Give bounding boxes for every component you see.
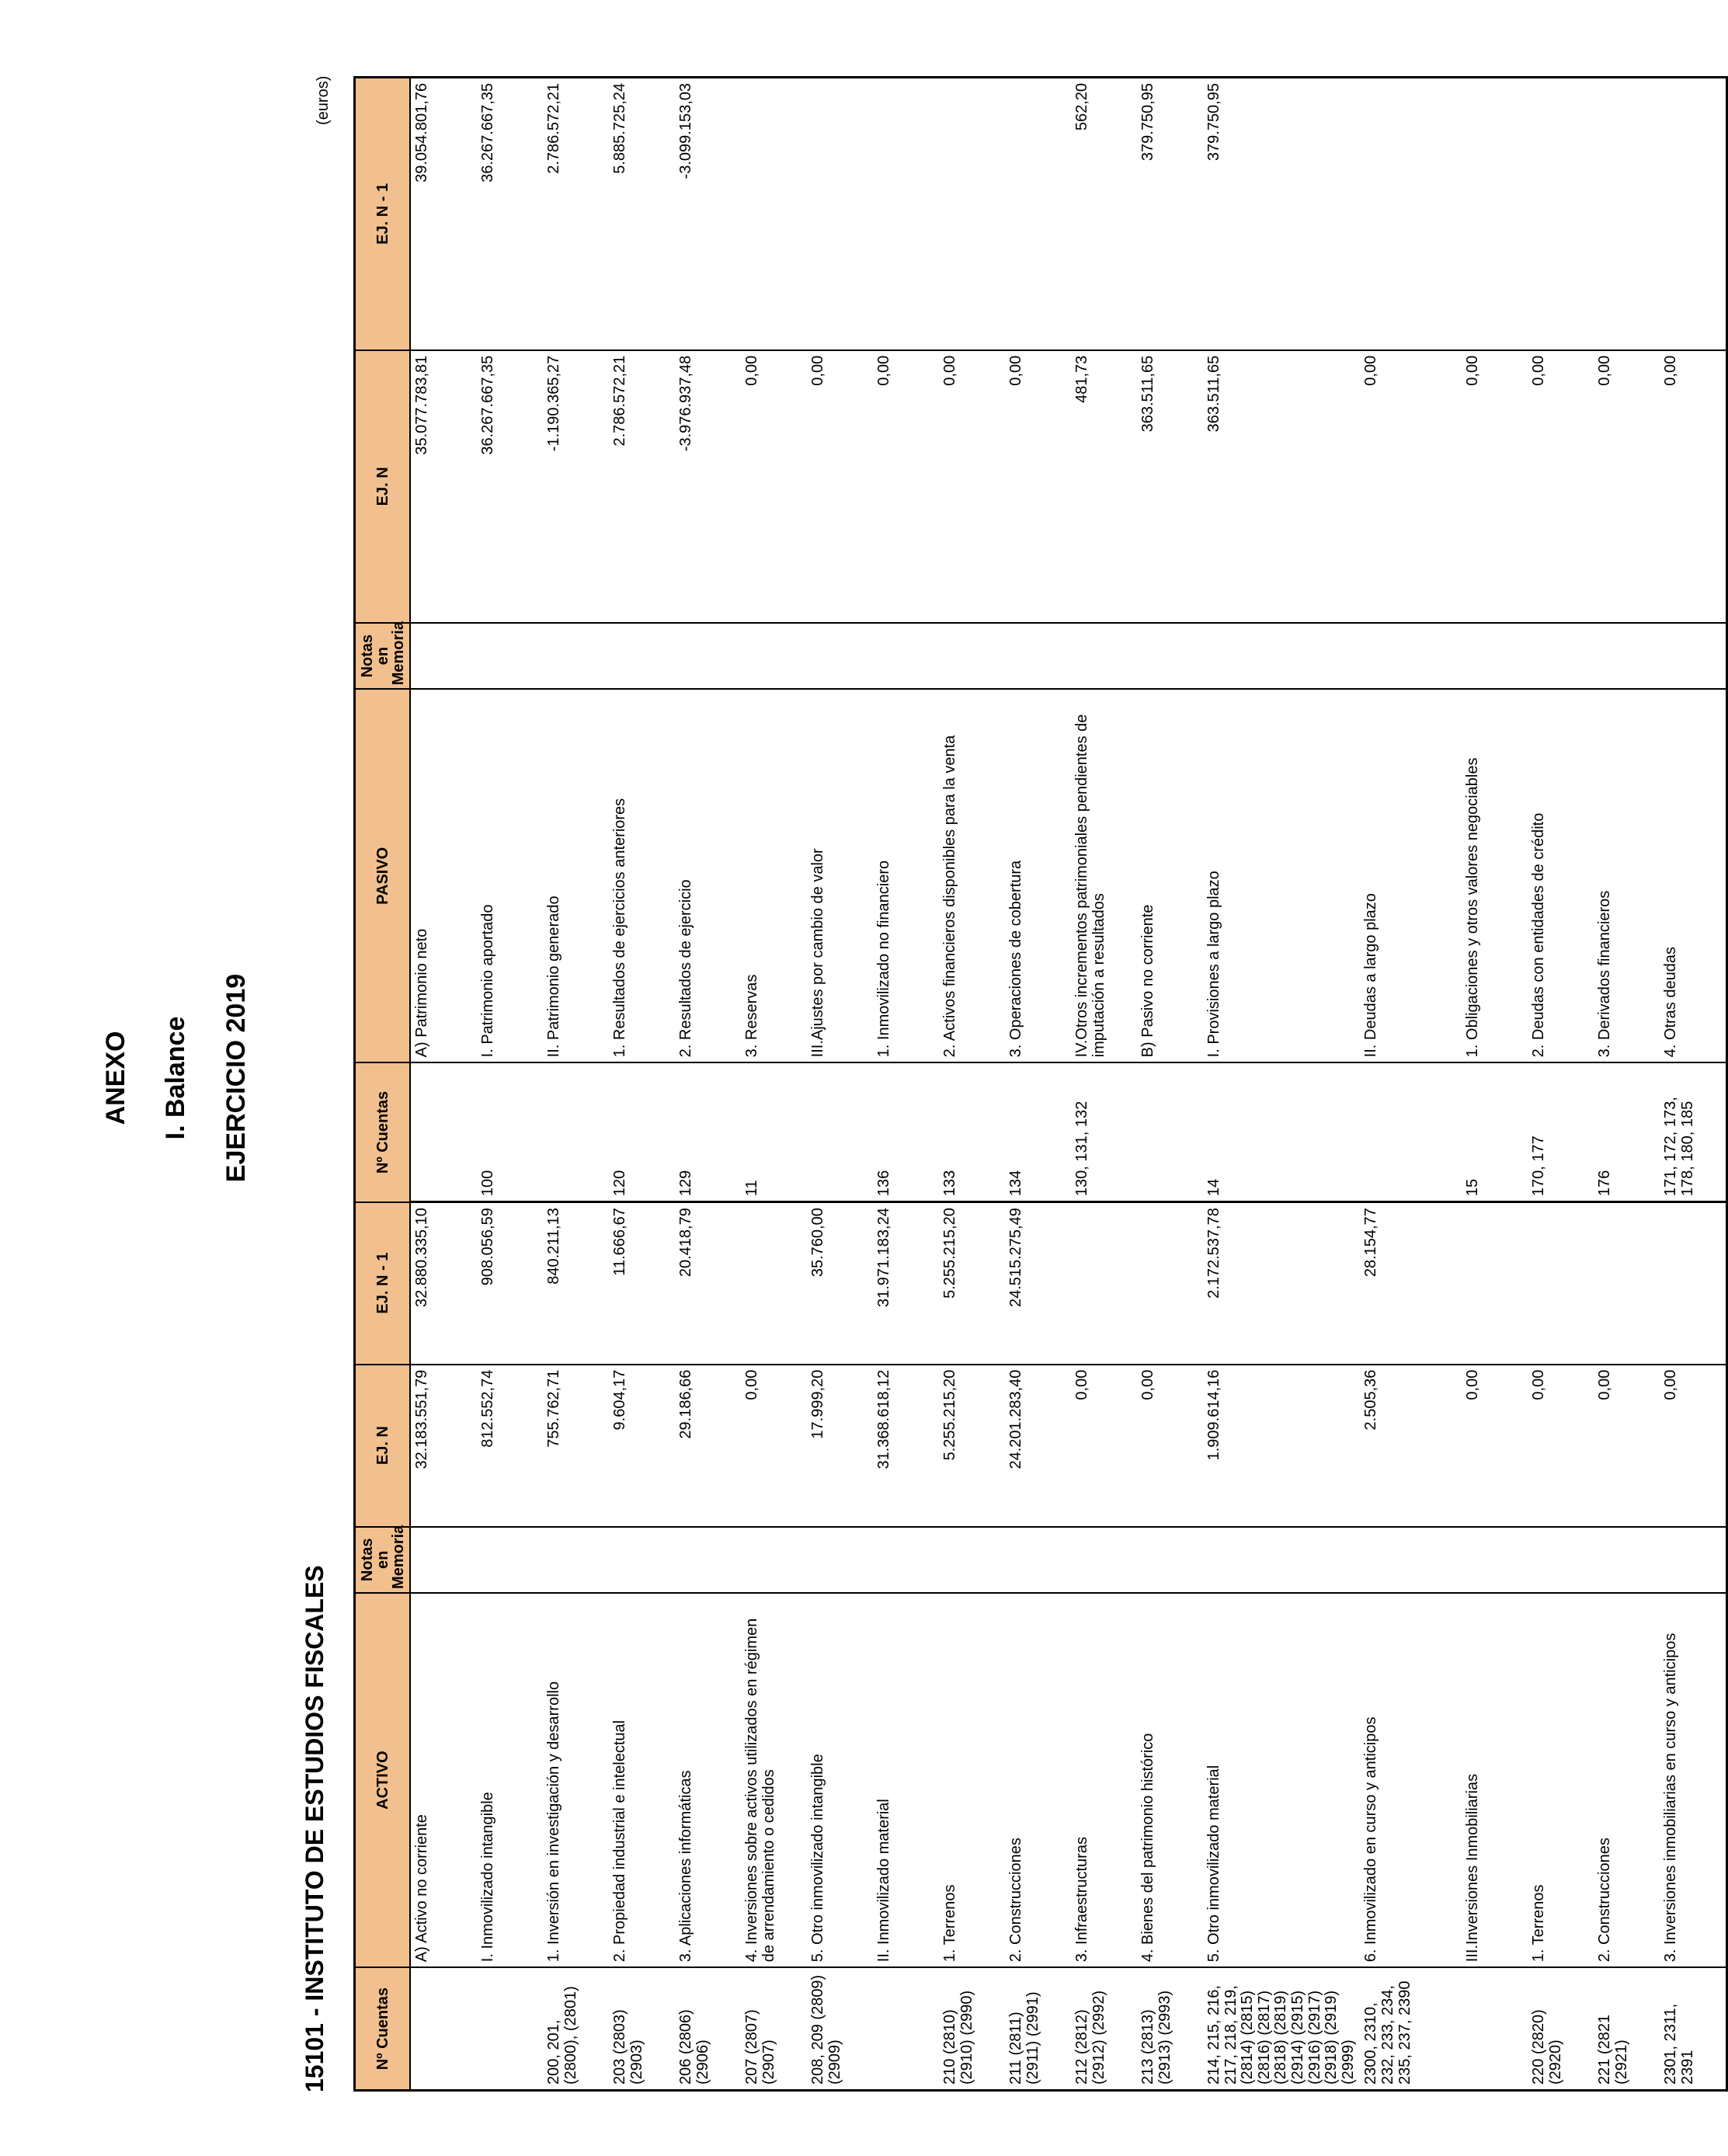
pasivo-ej-n: 0,00: [1360, 350, 1462, 623]
activo-ej-n: 0,00: [1071, 1365, 1137, 1527]
table-row: [543, 78, 609, 2091]
activo-account-codes: 214, 215, 216, 217, 218, 219, (2814) (2815) (2816) (2817) (2818) (2819) (2914) (2915) (2916) (2917) (2918) (2919) (2999): [1203, 1967, 1360, 2090]
pasivo-ej-n: 0,00: [741, 350, 807, 623]
activo-account-codes: 211 (2811) (2911) (2991): [1005, 1967, 1071, 2090]
table-row: [873, 78, 939, 2091]
pasivo-notes: [1360, 623, 1462, 689]
table-row: [1462, 78, 1528, 2091]
pasivo-account-codes: 170, 177: [1528, 1062, 1594, 1201]
pasivo-account-codes: 133: [939, 1062, 1005, 1201]
activo-notes: [609, 1527, 675, 1593]
pasivo-concept: 3. Operaciones de cobertura: [1005, 689, 1071, 1062]
activo-notes: [410, 1527, 477, 1593]
pasivo-notes: [1137, 623, 1203, 689]
activo-concept: 3. Inversiones inmobiliarias en curso y anticipos: [1660, 1593, 1727, 1967]
col-header-pasivo-notes: Notas en Memoria: [355, 623, 411, 689]
pasivo-account-codes: 134: [1005, 1062, 1071, 1201]
table-row: [1360, 78, 1462, 2091]
pasivo-notes: [410, 623, 477, 689]
pasivo-notes: [1071, 623, 1137, 689]
activo-ej-n: 17.999,20: [807, 1365, 873, 1527]
pasivo-ej-n1: -3.099.153,03: [675, 78, 741, 350]
activo-concept: 2. Construcciones: [1005, 1593, 1071, 1967]
pasivo-ej-n: 0,00: [1594, 350, 1660, 623]
pasivo-concept: 2. Activos financieros disponibles para la venta: [939, 689, 1005, 1062]
table-row: [741, 78, 807, 2091]
pasivo-concept: B) Pasivo no corriente: [1137, 689, 1203, 1062]
pasivo-account-codes: 171, 172, 173, 178, 180, 185: [1660, 1062, 1727, 1201]
col-header-activo-ej-n1: EJ. N - 1: [355, 1202, 411, 1365]
activo-concept: 6. Inmovilizado en curso y anticipos: [1360, 1593, 1462, 1967]
activo-concept: 5. Otro inmovilizado intangible: [807, 1593, 873, 1967]
pasivo-concept: 3. Reservas: [741, 689, 807, 1062]
activo-ej-n: 0,00: [1137, 1365, 1203, 1527]
col-header-activo-accounts: Nº Cuentas: [355, 1967, 411, 2090]
activo-account-codes: 210 (2810) (2910) (2990): [939, 1967, 1005, 2090]
pasivo-account-codes: [410, 1062, 477, 1201]
pasivo-ej-n1: 379.750,95: [1137, 78, 1203, 350]
pasivo-account-codes: 11: [741, 1062, 807, 1201]
activo-ej-n1: [1137, 1202, 1203, 1365]
year-title: EJERCICIO 2019: [221, 973, 251, 1183]
pasivo-concept: 1. Inmovilizado no financiero: [873, 689, 939, 1062]
activo-account-codes: 203 (2803) (2903): [609, 1967, 675, 2090]
activo-ej-n: 2.505,36: [1360, 1365, 1462, 1527]
pasivo-notes: [543, 623, 609, 689]
activo-notes: [1203, 1527, 1360, 1593]
pasivo-ej-n: 481,73: [1071, 350, 1137, 623]
activo-notes: [675, 1527, 741, 1593]
pasivo-notes: [873, 623, 939, 689]
activo-concept: III.Inversiones Inmobiliarias: [1462, 1593, 1528, 1967]
activo-notes: [939, 1527, 1005, 1593]
pasivo-concept: I. Provisiones a largo plazo: [1203, 689, 1360, 1062]
table-row: [1594, 78, 1660, 2091]
annex-title: ANEXO: [101, 1031, 130, 1125]
activo-notes: [543, 1527, 609, 1593]
pasivo-ej-n1: [1360, 78, 1462, 350]
pasivo-ej-n1: [939, 78, 1005, 350]
pasivo-notes: [807, 623, 873, 689]
pasivo-concept: II. Deudas a largo plazo: [1360, 689, 1462, 1062]
pasivo-ej-n: 363.511,65: [1137, 350, 1203, 623]
activo-ej-n1: 2.172.537,78: [1203, 1202, 1360, 1365]
table-row: [1660, 78, 1727, 2091]
pasivo-account-codes: [1360, 1062, 1462, 1201]
pasivo-ej-n: 2.786.572,21: [609, 350, 675, 623]
table-body: [410, 78, 1727, 2091]
activo-concept: 1. Terrenos: [1528, 1593, 1594, 1967]
pasivo-ej-n: 0,00: [807, 350, 873, 623]
pasivo-ej-n1: 39.054.801,76: [410, 78, 477, 350]
activo-notes: [1528, 1527, 1594, 1593]
activo-account-codes: 208, 209 (2809) (2909): [807, 1967, 873, 2090]
activo-ej-n1: [1660, 1202, 1727, 1365]
col-header-pasivo-ej-n: EJ. N: [355, 350, 411, 623]
activo-ej-n: 812.552,74: [477, 1365, 543, 1527]
activo-concept: 1. Terrenos: [939, 1593, 1005, 1967]
activo-notes: [807, 1527, 873, 1593]
pasivo-notes: [939, 623, 1005, 689]
pasivo-ej-n1: 2.786.572,21: [543, 78, 609, 350]
activo-account-codes: 220 (2820) (2920): [1528, 1967, 1594, 2090]
table-row: [1528, 78, 1594, 2091]
col-header-pasivo-accounts: Nº Cuentas: [355, 1062, 411, 1201]
activo-concept: 2. Construcciones: [1594, 1593, 1660, 1967]
activo-notes: [1005, 1527, 1071, 1593]
activo-concept: 1. Inversión en investigación y desarrollo: [543, 1593, 609, 1967]
pasivo-notes: [1005, 623, 1071, 689]
table-row: [609, 78, 675, 2091]
table-row: [807, 78, 873, 2091]
section-title: I. Balance: [161, 1016, 190, 1140]
activo-ej-n1: [1594, 1202, 1660, 1365]
pasivo-ej-n: 363.511,65: [1203, 350, 1360, 623]
pasivo-account-codes: [543, 1062, 609, 1201]
header-row: [355, 78, 411, 2091]
pasivo-ej-n1: [1594, 78, 1660, 350]
pasivo-ej-n1: [1462, 78, 1528, 350]
activo-notes: [1071, 1527, 1137, 1593]
activo-notes: [873, 1527, 939, 1593]
activo-account-codes: 221 (2821 (2921): [1594, 1967, 1660, 2090]
table-row: [1203, 78, 1360, 2091]
pasivo-ej-n: 0,00: [873, 350, 939, 623]
pasivo-ej-n1: [1660, 78, 1727, 350]
activo-concept: 4. Inversiones sobre activos utilizados en régimen de arrendamiento o cedidos: [741, 1593, 807, 1967]
activo-account-codes: 200, 201, (2800), (2801): [543, 1967, 609, 2090]
pasivo-ej-n: 0,00: [1005, 350, 1071, 623]
pasivo-concept: 2. Resultados de ejercicio: [675, 689, 741, 1062]
pasivo-concept: 4. Otras deudas: [1660, 689, 1727, 1062]
pasivo-notes: [741, 623, 807, 689]
activo-ej-n: 0,00: [1462, 1365, 1528, 1527]
activo-ej-n1: [741, 1202, 807, 1365]
balance-table: [353, 76, 1728, 2092]
activo-ej-n1: 908.056,59: [477, 1202, 543, 1365]
pasivo-ej-n: -1.190.365,27: [543, 350, 609, 623]
activo-ej-n1: [1462, 1202, 1528, 1365]
pasivo-ej-n1: 5.885.725,24: [609, 78, 675, 350]
pasivo-account-codes: [807, 1062, 873, 1201]
pasivo-concept: 2. Deudas con entidades de crédito: [1528, 689, 1594, 1062]
pasivo-notes: [1203, 623, 1360, 689]
activo-concept: A) Activo no corriente: [410, 1593, 477, 1967]
pasivo-account-codes: 136: [873, 1062, 939, 1201]
activo-ej-n1: [1071, 1202, 1137, 1365]
activo-concept: 3. Infraestructuras: [1071, 1593, 1137, 1967]
pasivo-concept: 1. Resultados de ejercicios anteriores: [609, 689, 675, 1062]
pasivo-ej-n: -3.976.937,48: [675, 350, 741, 623]
activo-ej-n: 0,00: [1528, 1365, 1594, 1527]
pasivo-ej-n: 35.077.783,81: [410, 350, 477, 623]
pasivo-notes: [477, 623, 543, 689]
activo-ej-n: 0,00: [741, 1365, 807, 1527]
activo-concept: 5. Otro inmovilizado material: [1203, 1593, 1360, 1967]
pasivo-ej-n1: [1528, 78, 1594, 350]
activo-ej-n: 0,00: [1660, 1365, 1727, 1527]
pasivo-concept: I. Patrimonio aportado: [477, 689, 543, 1062]
pasivo-ej-n1: [807, 78, 873, 350]
activo-ej-n1: 24.515.275,49: [1005, 1202, 1071, 1365]
activo-concept: 3. Aplicaciones informáticas: [675, 1593, 741, 1967]
col-header-pasivo: PASIVO: [355, 689, 411, 1062]
activo-account-codes: 212 (2812) (2912) (2992): [1071, 1967, 1137, 2090]
activo-concept: 2. Propiedad industrial e intelectual: [609, 1593, 675, 1967]
activo-ej-n1: 28.154,77: [1360, 1202, 1462, 1365]
pasivo-ej-n: 0,00: [939, 350, 1005, 623]
pasivo-account-codes: 14: [1203, 1062, 1360, 1201]
col-header-pasivo-ej-n1: EJ. N - 1: [355, 78, 411, 350]
activo-concept: II. Inmovilizado material: [873, 1593, 939, 1967]
pasivo-ej-n1: [1005, 78, 1071, 350]
pasivo-ej-n: 0,00: [1462, 350, 1528, 623]
activo-ej-n1: 840.211,13: [543, 1202, 609, 1365]
pasivo-account-codes: 129: [675, 1062, 741, 1201]
pasivo-ej-n: 0,00: [1660, 350, 1727, 623]
pasivo-ej-n1: [741, 78, 807, 350]
activo-ej-n1: [1528, 1202, 1594, 1365]
activo-notes: [477, 1527, 543, 1593]
activo-ej-n: 1.909.614,16: [1203, 1365, 1360, 1527]
pasivo-notes: [1594, 623, 1660, 689]
activo-notes: [1660, 1527, 1727, 1593]
activo-account-codes: [873, 1967, 939, 2090]
table-row: [939, 78, 1005, 2091]
pasivo-ej-n: 0,00: [1528, 350, 1594, 623]
pasivo-account-codes: 120: [609, 1062, 675, 1201]
table-row: [1071, 78, 1137, 2091]
pasivo-concept: 1. Obligaciones y otros valores negociables: [1462, 689, 1528, 1062]
activo-account-codes: [410, 1967, 477, 2090]
activo-concept: I. Inmovilizado intangible: [477, 1593, 543, 1967]
activo-ej-n: 32.183.551,79: [410, 1365, 477, 1527]
activo-notes: [1462, 1527, 1528, 1593]
activo-account-codes: 213 (2813) (2913) (2993): [1137, 1967, 1203, 2090]
activo-ej-n: 0,00: [1594, 1365, 1660, 1527]
table-row: [477, 78, 543, 2091]
activo-ej-n: 9.604,17: [609, 1365, 675, 1527]
activo-ej-n: 24.201.283,40: [1005, 1365, 1071, 1527]
activo-ej-n: 29.186,66: [675, 1365, 741, 1527]
pasivo-notes: [675, 623, 741, 689]
pasivo-notes: [609, 623, 675, 689]
pasivo-concept: II. Patrimonio generado: [543, 689, 609, 1062]
activo-notes: [741, 1527, 807, 1593]
activo-ej-n1: 31.971.183,24: [873, 1202, 939, 1365]
pasivo-ej-n1: 379.750,95: [1203, 78, 1360, 350]
pasivo-account-codes: 176: [1594, 1062, 1660, 1201]
activo-ej-n1: 20.418,79: [675, 1202, 741, 1365]
activo-notes: [1594, 1527, 1660, 1593]
activo-ej-n1: 35.760,00: [807, 1202, 873, 1365]
currency-unit: (euros): [315, 75, 332, 125]
entity-name: 15101 - INSTITUTO DE ESTUDIOS FISCALES: [301, 1565, 329, 2092]
pasivo-ej-n1: [873, 78, 939, 350]
table-row: [675, 78, 741, 2091]
activo-ej-n1: 5.255.215,20: [939, 1202, 1005, 1365]
activo-ej-n: 5.255.215,20: [939, 1365, 1005, 1527]
activo-account-codes: 207 (2807) (2907): [741, 1967, 807, 2090]
activo-account-codes: 2300, 2310, 232, 233, 234, 235, 237, 2390: [1360, 1967, 1462, 2090]
activo-concept: 4. Bienes del patrimonio histórico: [1137, 1593, 1203, 1967]
col-header-activo: ACTIVO: [355, 1593, 411, 1967]
activo-account-codes: [477, 1967, 543, 2090]
pasivo-concept: A) Patrimonio neto: [410, 689, 477, 1062]
pasivo-account-codes: [1137, 1062, 1203, 1201]
pasivo-notes: [1462, 623, 1528, 689]
col-header-activo-notes: Notas en Memoria: [355, 1527, 411, 1593]
activo-notes: [1137, 1527, 1203, 1593]
table-row: [1005, 78, 1071, 2091]
pasivo-account-codes: 15: [1462, 1062, 1528, 1201]
table-row: [410, 78, 477, 2091]
table-row: [1137, 78, 1203, 2091]
pasivo-concept: III.Ajustes por cambio de valor: [807, 689, 873, 1062]
activo-account-codes: 206 (2806) (2906): [675, 1967, 741, 2090]
pasivo-ej-n1: 562,20: [1071, 78, 1137, 350]
pasivo-ej-n1: 36.267.667,35: [477, 78, 543, 350]
pasivo-notes: [1528, 623, 1594, 689]
pasivo-ej-n: 36.267.667,35: [477, 350, 543, 623]
pasivo-account-codes: 100: [477, 1062, 543, 1201]
pasivo-account-codes: 130, 131, 132: [1071, 1062, 1137, 1201]
activo-ej-n: 755.762,71: [543, 1365, 609, 1527]
activo-ej-n1: 32.880.335,10: [410, 1202, 477, 1365]
activo-ej-n: 31.368.618,12: [873, 1365, 939, 1527]
activo-account-codes: 2301, 2311, 2391: [1660, 1967, 1727, 2090]
pasivo-concept: IV.Otros incrementos patrimoniales pendientes de imputación a resultados: [1071, 689, 1137, 1062]
activo-account-codes: [1462, 1967, 1528, 2090]
activo-notes: [1360, 1527, 1462, 1593]
pasivo-notes: [1660, 623, 1727, 689]
activo-ej-n1: 11.666,67: [609, 1202, 675, 1365]
col-header-activo-ej-n: EJ. N: [355, 1365, 411, 1527]
pasivo-concept: 3. Derivados financieros: [1594, 689, 1660, 1062]
